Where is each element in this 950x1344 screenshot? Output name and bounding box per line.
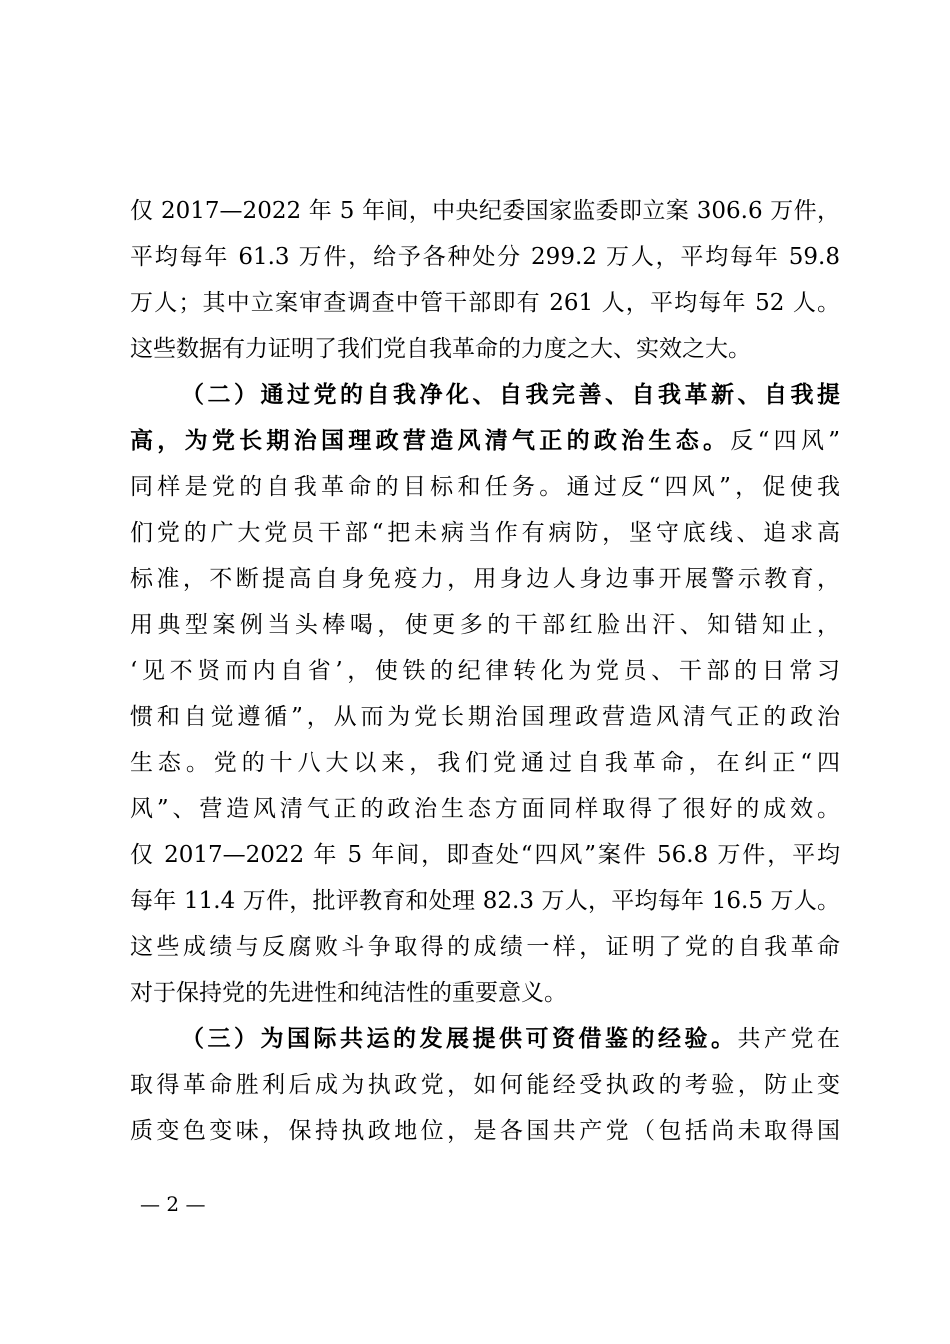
paragraph-2-line-1: 同样是党的自我革命的目标和任务。通过反“四风”，促使我 bbox=[130, 474, 840, 500]
paragraph-1-line-2: 平均每年 61.3 万件，给予各种处分 299.2 万人，平均每年 59.8 bbox=[130, 244, 840, 270]
section-3-heading-text: （三）为国际共运的发展提供可资借鉴的经验。 bbox=[181, 1025, 738, 1052]
paragraph-3-line-1: 取得革命胜利后成为执政党，如何能经受执政的考验，防止变 bbox=[130, 1072, 840, 1098]
section-3-heading-line bbox=[130, 1016, 840, 1062]
paragraph-2-line-3: 标准，不断提高自身免疫力，用身边人身边事开展警示教育， bbox=[130, 566, 840, 592]
paragraph-2-line-5: ‘见不贤而内自省’，使铁的纪律转化为党员、干部的日常习 bbox=[130, 658, 840, 684]
page-number: — 2 — bbox=[140, 1192, 206, 1216]
document-body bbox=[130, 188, 840, 1154]
section-2-heading-text: 高，为党长期治国理政营造风清气正的政治生态。 bbox=[130, 427, 731, 454]
paragraph-2-line-9: 仅 2017—2022 年 5 年间，即查处“四风”案件 56.8 万件，平均 bbox=[130, 842, 840, 868]
paragraph-2-line-8: 风”、营造风清气正的政治生态方面同样取得了很好的成效。 bbox=[130, 796, 840, 822]
paragraph-2-line-7: 生态。党的十八大以来，我们党通过自我革命，在纠正“四 bbox=[130, 750, 840, 776]
paragraph-2-line-4: 用典型案例当头棒喝，使更多的干部红脸出汗、知错知止， bbox=[130, 612, 840, 638]
paragraph-2-line-10: 每年 11.4 万件，批评教育和处理 82.3 万人，平均每年 16.5 万人。 bbox=[130, 888, 840, 914]
paragraph-2-line-11: 这些成绩与反腐败斗争取得的成绩一样，证明了党的自我革命 bbox=[130, 934, 840, 960]
paragraph-3-line-2: 质变色变味，保持执政地位，是各国共产党（包括尚未取得国 bbox=[130, 1118, 840, 1144]
paragraph-1-line-1: 仅 2017—2022 年 5 年间，中央纪委国家监委即立案 306.6 万件， bbox=[130, 198, 840, 224]
paragraph-2-line-6: 惯和自觉遵循”，从而为党长期治国理政营造风清气正的政治 bbox=[130, 704, 840, 730]
paragraph-2-line-2: 们党的广大党员干部“把未病当作有病防，坚守底线、追求高 bbox=[130, 520, 840, 546]
paragraph-1-line-4: 这些数据有力证明了我们党自我革命的力度之大、实效之大。 bbox=[130, 336, 751, 362]
paragraph-2-line-12: 对于保持党的先进性和纯洁性的重要意义。 bbox=[130, 980, 567, 1006]
paragraph-1-line-3: 万人；其中立案审查调查中管干部即有 261 人，平均每年 52 人。 bbox=[130, 290, 840, 316]
section-3-heading-tail: 共产党在 bbox=[737, 1026, 840, 1052]
section-2-heading-tail: 反“四风” bbox=[730, 428, 840, 454]
section-2-heading-line-1: （二）通过党的自我净化、自我完善、自我革新、自我提 bbox=[181, 381, 840, 408]
section-2-heading-line-2 bbox=[130, 418, 840, 464]
